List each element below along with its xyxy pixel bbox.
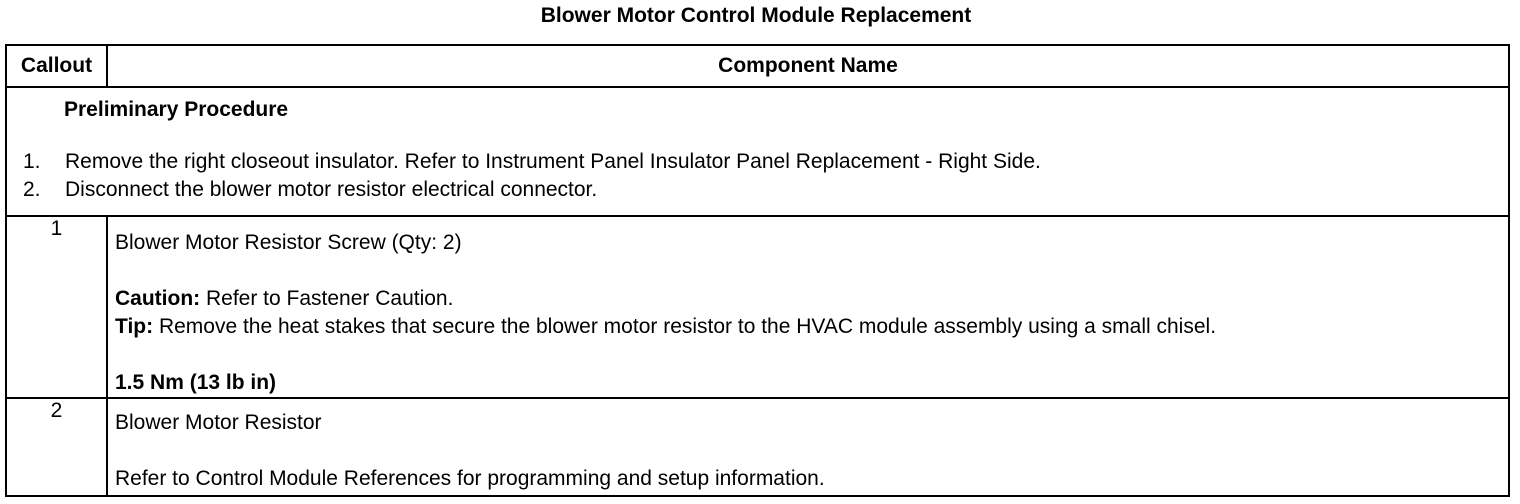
step-text: Remove the right closeout insulator. Refer to Instrument Panel Insulator Panel Replacement - Right Side. — [65, 150, 1041, 173]
table-row — [6, 398, 1509, 496]
preliminary-row — [6, 87, 1509, 216]
step-number: 1. — [23, 150, 41, 173]
step-number: 2. — [23, 178, 41, 201]
component-cell — [107, 216, 1509, 398]
table-header-row — [6, 45, 1509, 87]
caution-text: Refer to Fastener Caution. — [200, 287, 454, 310]
caution-line — [115, 285, 1508, 313]
step-text: Disconnect the blower motor resistor electrical connector. — [65, 178, 598, 201]
component-name: Blower Motor Resistor Screw (Qty: 2) — [115, 231, 462, 254]
torque-spec: 1.5 Nm (13 lb in) — [115, 371, 277, 394]
tip-label: Tip: — [115, 315, 154, 338]
callout-number: 2 — [6, 398, 107, 496]
component-name-header: Component Name — [107, 45, 1509, 87]
callout-number: 1 — [6, 216, 107, 398]
preliminary-step — [17, 176, 1508, 204]
component-note: Refer to Control Module References for programming and setup information. — [115, 467, 825, 490]
callout-header: Callout — [6, 45, 107, 87]
page-title: Blower Motor Control Module Replacement — [540, 4, 972, 27]
component-cell — [107, 398, 1509, 496]
caution-label: Caution: — [115, 287, 201, 310]
preliminary-title: Preliminary Procedure — [64, 98, 289, 121]
tip-text: Remove the heat stakes that secure the blower motor resistor to the HVAC module assembly using a small chisel. — [153, 315, 1217, 338]
preliminary-step — [17, 148, 1508, 176]
table-row — [6, 216, 1509, 398]
component-name: Blower Motor Resistor — [115, 411, 322, 434]
procedure-table — [5, 44, 1510, 497]
preliminary-cell — [6, 87, 1509, 216]
tip-line — [115, 313, 1508, 341]
